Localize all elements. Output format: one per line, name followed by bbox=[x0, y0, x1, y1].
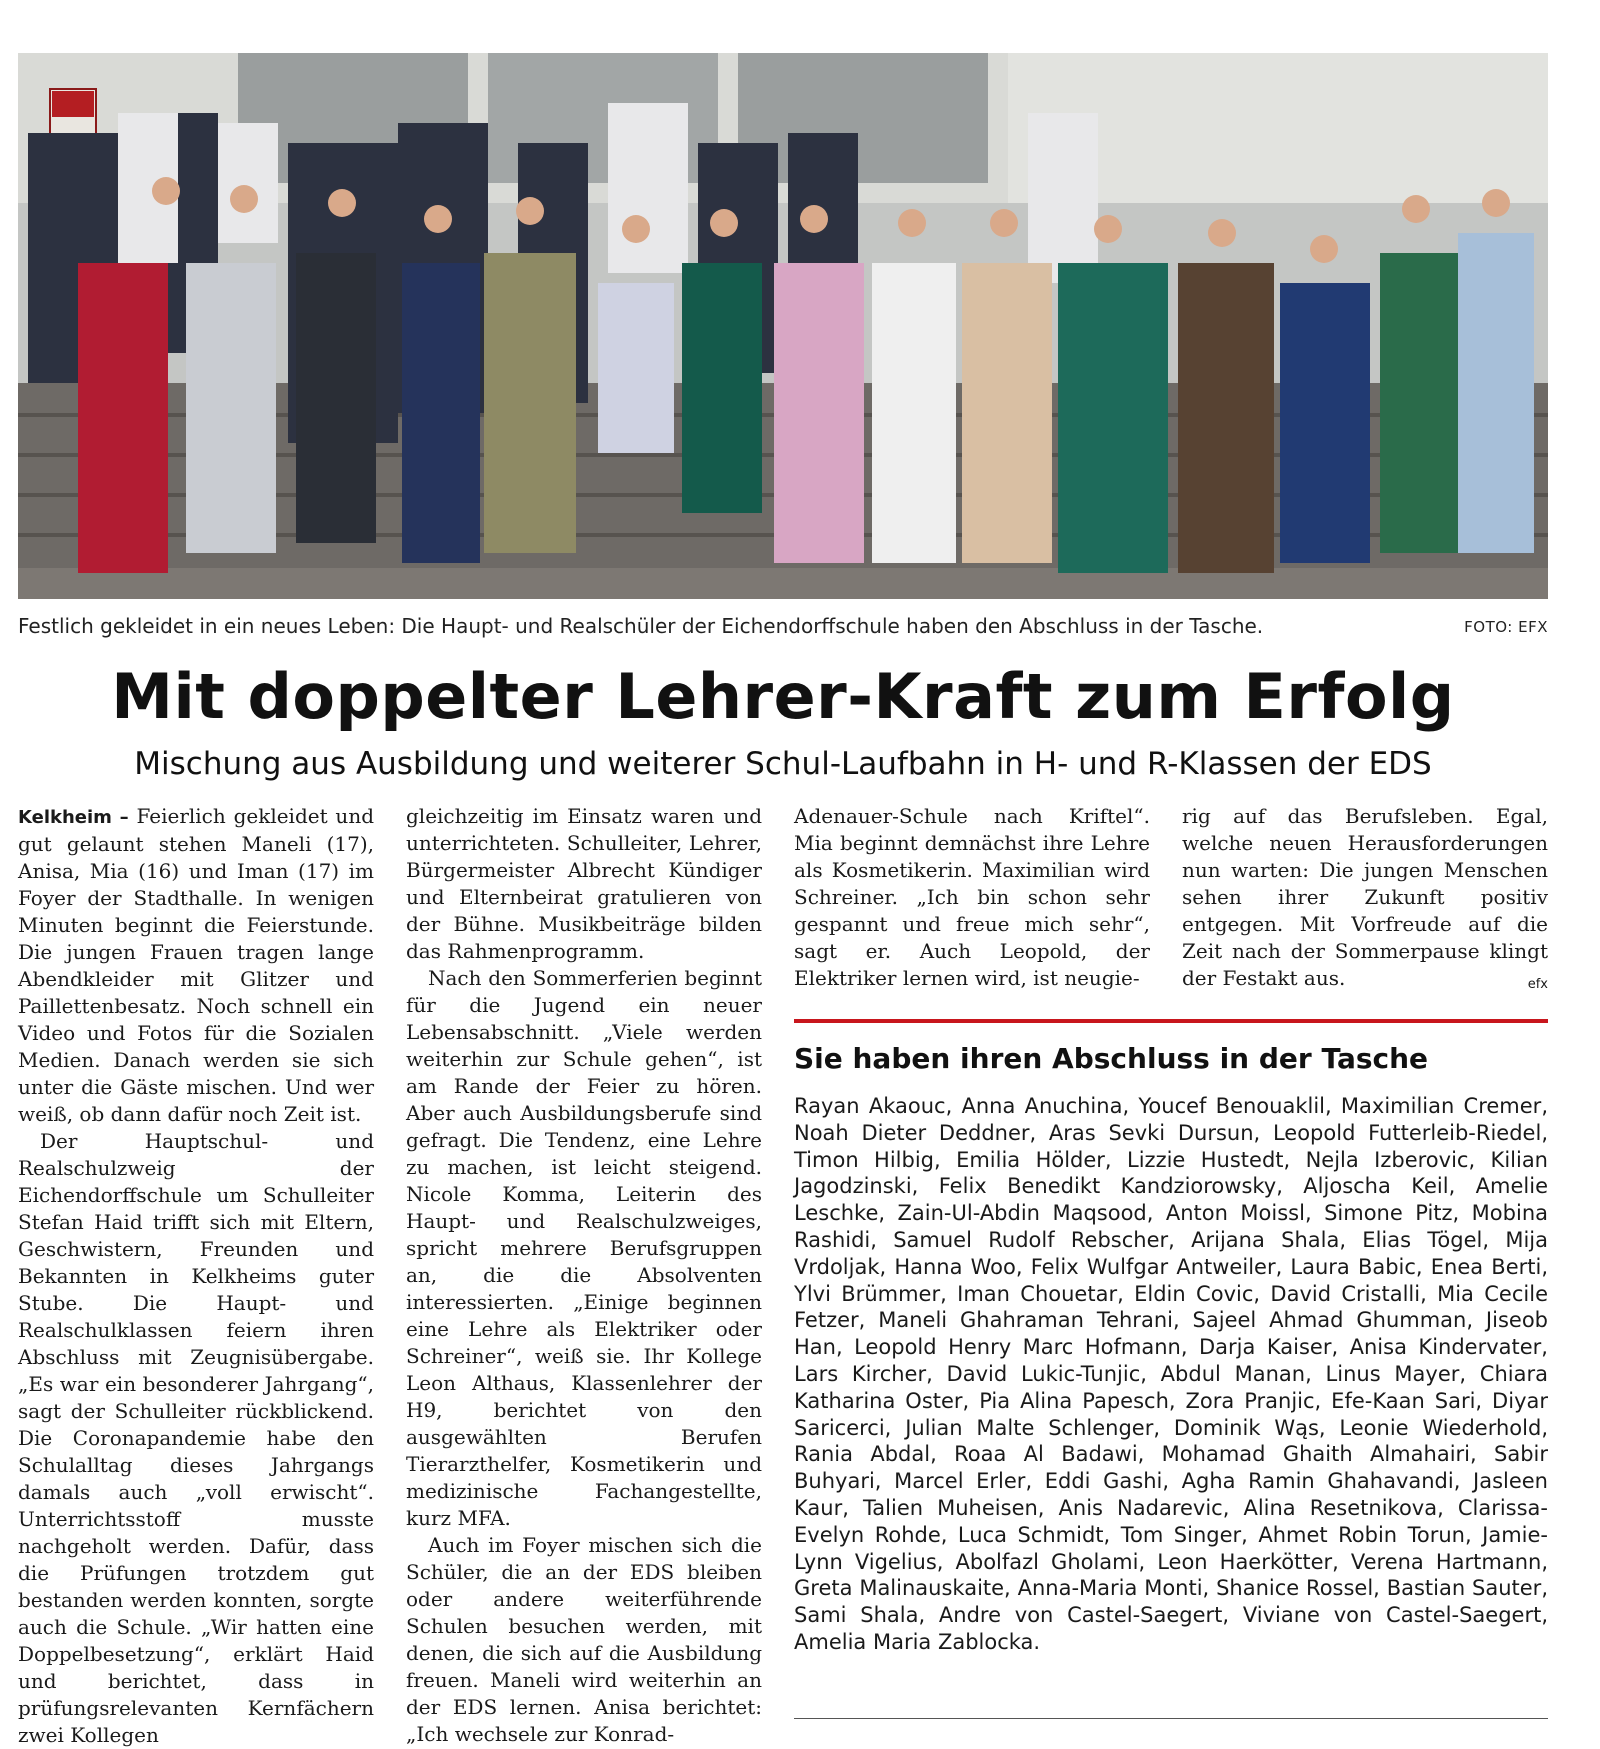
article-paragraph: Adenauer-Schule nach Kriftel“. Mia beginnt demnächst ihre Lehre als Kosmetikerin. Maximilian wird Schreiner. „Ich bin schon sehr gespannt und freue mich sehr“, sagt er. Auch Leopold, der Elektriker lernen wird, ist neugie- bbox=[794, 804, 1150, 990]
article-column-3 bbox=[794, 803, 1150, 992]
article-column-1 bbox=[18, 803, 374, 1749]
photo-caption: Festlich gekleidet in ein neues Leben: Die Haupt- und Realschüler der Eichendorffschule haben den Abschluss in der Tasche. bbox=[18, 614, 1264, 638]
group-photo-illustration bbox=[18, 53, 1548, 599]
article-paragraph: Nach den Sommerferien beginnt für die Jugend ein neuer Lebensabschnitt. „Viele werden weiterhin zur Schule gehen“, ist am Rande der Feier zu hören. Aber auch Ausbildungsberufe sind gefragt. Die Tendenz, eine Lehre zu machen, ist leicht steigend. Nicole Komma, Leiterin des Haupt- und Realschulzweiges, spricht mehrere Berufsgruppen an, die die Absolventen interessierten. „Einige beginnen eine Lehre als Elektriker oder Schreiner“, weiß sie. Ihr Kollege Leon Althaus, Klassenlehrer der H9, berichtet von den ausgewählten Berufen Tierarzthelfer, Kosmetikerin und medizinische Fachangestellte, kurz MFA. bbox=[406, 966, 762, 1530]
author-initials: efx bbox=[1527, 977, 1548, 992]
article-paragraph: gleichzeitig im Einsatz waren und unterrichteten. Schulleiter, Lehrer, Bürgermeister Albrecht Kündiger und Elternbeirat gratulieren von der Bühne. Musikbeiträge bilden das Rahmenprogramm. bbox=[406, 804, 762, 963]
photo-credit: FOTO: EFX bbox=[1464, 618, 1548, 636]
article-column-4 bbox=[1182, 803, 1548, 998]
group-photo bbox=[18, 53, 1548, 599]
article-subheadline: Mischung aus Ausbildung und weiterer Schul-Laufbahn in H- und R-Klassen der EDS bbox=[134, 746, 1432, 782]
dateline: Kelkheim – bbox=[18, 807, 129, 828]
article-text: Feierlich gekleidet und gut gelaunt stehen Maneli (17), Anisa, Mia (16) und Iman (17) im Foyer der Stadthalle. In wenigen Minuten beginnt die Feierstunde. Die jungen Frauen tragen lange Abendkleider mit Glitzer und Paillettenbesatz. Noch schnell ein Video und Fotos für die Sozialen Medien. Danach werden sie sich unter die Gäste mischen. Und wer weiß, ob dann dafür noch Zeit ist. bbox=[18, 804, 374, 1126]
graduates-box-title: Sie haben ihren Abschluss in der Tasche bbox=[794, 1042, 1429, 1075]
article-column-2 bbox=[406, 803, 762, 1748]
article-paragraph bbox=[1182, 803, 1548, 992]
photo-caption-row bbox=[18, 614, 1548, 644]
box-accent-rule bbox=[794, 1019, 1548, 1023]
article-headline: Mit doppelter Lehrer-Kraft zum Erfolg bbox=[111, 660, 1455, 733]
article-paragraph: Auch im Foyer mischen sich die Schüler, die an der EDS bleiben oder andere weiterführende Schulen besuchen werden, mit denen, die sich auf die Ausbildung freuen. Maneli wird weiterhin an der EDS lernen. Anisa berichtet: „Ich wechsele zur Konrad- bbox=[406, 1533, 762, 1746]
article-text: rig auf das Berufsleben. Egal, welche neuen Herausforderungen nun warten: Die jungen Menschen sehen ihrer Zukunft positiv entgegen. Mit Vorfreude auf die Zeit nach der Sommerpause klingt der Festakt aus. bbox=[1182, 804, 1548, 990]
graduates-names-list: Rayan Akaouc, Anna Anuchina, Youcef Benouaklil, Maximilian Cremer, Noah Dieter Deddner, Aras Sevki Dursun, Leopold Futterleib-Riedel, Timon Hilbig, Emilia Hölder, Lizzie Hustedt, Nejla Izberovic, Kilian Jagodzinski, Felix Benedikt Kandziorowsky, Aljoscha Keil, Amelie Leschke, Zain-Ul-Abdin Maqsood, Anton Moissl, Simone Pitz, Mobina Rashidi, Samuel Rudolf Rebscher, Arijana Shala, Elias Tögel, Mija Vrdoljak, Hanna Woo, Felix Wulfgar Antweiler, Laura Babic, Enea Berti, Ylvi Brümmer, Iman Chouetar, Eldin Covic, David Cristalli, Mia Cecile Fetzer, Maneli Ghahraman Tehrani, Sajeel Ahmad Ghumman, Jiseob Han, Leopold Henry Marc Hofmann, Darja Kaiser, Anisa Kindervater, Lars Kircher, David Lukic-Tunjic, Abdul Manan, Linus Mayer, Chiara Katharina Oster, Pia Alina Papesch, Zora Pranjic, Efe-Kaan Sari, Diyar Saricerci, Julian Malte Schlenger, Dominik Wąs, Leonie Wiederhold, Rania Abdal, Roaa Al Badawi, Mohamad Ghaith Almahairi, Sabir Buhyari, Marcel Erler, Eddi Gashi, Agha Ramin Ghahavandi, Jasleen Kaur, Talien Muheisen, Anis Nadarevic, Alina Resetnikova, Clarissa-Evelyn Rohde, Luca Schmidt, Tom Singer, Ahmet Robin Torun, Jamie-Lynn Vigelius, Abolfazl Gholami, Leon Haerkötter, Verena Hartmann, Greta Malinauskaite, Anna-Maria Monti, Shanice Rossel, Bastian Sauter, Sami Shala, Andre von Castel-Saegert, Viviane von Castel-Saegert, Amelia Maria Zablocka. bbox=[794, 1094, 1548, 1654]
box-bottom-rule bbox=[794, 1718, 1548, 1719]
article-paragraph bbox=[18, 803, 374, 1128]
article-paragraph: Der Hauptschul- und Realschulzweig der Eichendorffschule um Schulleiter Stefan Haid trifft sich mit Eltern, Geschwistern, Freunden und Bekannten in Kelkheims guter Stube. Die Haupt- und Realschulklassen feiern ihren Abschluss mit Zeugnisübergabe. „Es war ein besonderer Jahrgang“, sagt der Schulleiter rückblickend. Die Coronapandemie habe den Schulalltag dieses Jahrgangs damals auch „voll erwischt“. Unterrichtsstoff musste nachgeholt werden. Dafür, dass die Prüfungen trotzdem gut bestanden werden konnten, sorgte auch die Schule. „Wir hatten eine Doppelbesetzung“, erklärt Haid und berichtet, dass in prüfungsrelevanten Kernfächern zwei Kollegen bbox=[18, 1129, 374, 1747]
